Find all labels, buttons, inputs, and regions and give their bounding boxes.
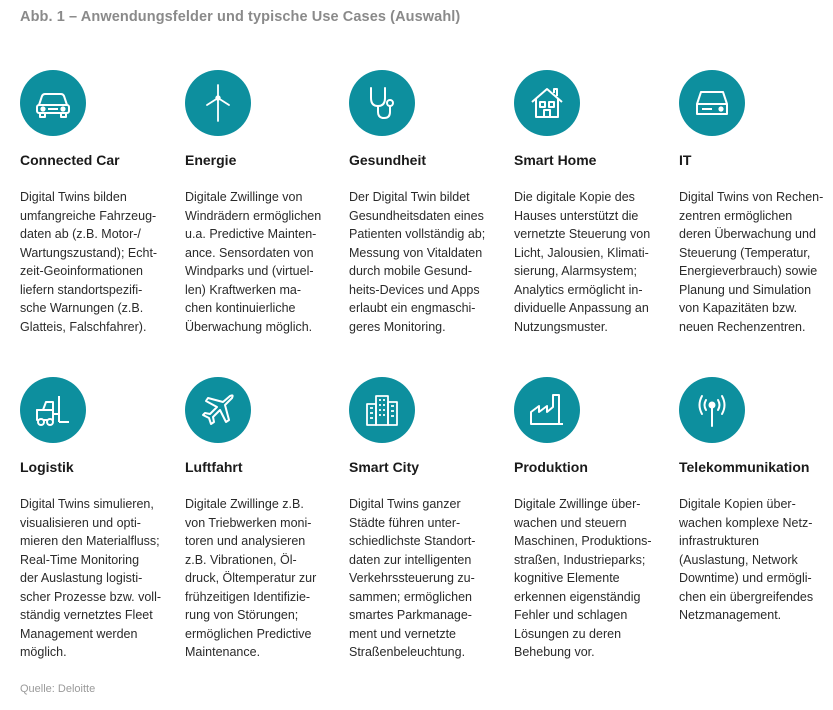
use-case-heading: Connected Car	[20, 152, 120, 168]
forklift-icon	[20, 377, 86, 443]
source-note: Quelle: Deloitte	[20, 683, 96, 695]
use-case-logistik	[20, 377, 170, 659]
use-case-heading: Luftfahrt	[185, 459, 243, 475]
use-case-heading: Energie	[185, 152, 237, 168]
use-case-description: Digitale Zwillinge über- wachen und steuern Maschinen, Produktions- straßen, Industrieparks; kognitive Elemente erkennen eigenständig Fehler und schlagen Lösungen zu deren Behebung vor.	[514, 497, 652, 659]
use-case-heading: Smart Home	[514, 152, 597, 168]
airplane-icon	[185, 377, 251, 443]
figure-title: Abb. 1 – Anwendungsfelder und typische Use Cases (Auswahl)	[20, 9, 461, 25]
use-case-description: Digital Twins ganzer Städte führen unter- schiedlichste Standort- daten zur intelligenten Verkehrssteuerung zu- sammen; ermöglichen smartes Parkmanage- ment und vernetzte Straßenbeleuchtung.	[349, 497, 476, 659]
wind-turbine-icon	[185, 70, 251, 136]
use-case-connected-car	[20, 70, 170, 334]
use-case-description: Die digitale Kopie des Hauses unterstützt die vernetzte Steuerung von Licht, Jalousien, Klimati- sierung, Alarmsystem; Analytics ermöglicht in- dividuelle Anpassung an Nutzungsmuster.	[514, 190, 651, 334]
use-case-description: Digital Twins simulieren, visualisieren und opti- mieren den Materialfluss; Real-Time Monitoring der Auslastung logisti- scher Prozesse bzw. voll- ständig vernetztes Fleet Management werden möglich.	[20, 497, 162, 659]
use-case-description: Der Digital Twin bildet Gesundheitsdaten eines Patienten vollständig ab; Messung von Vitaldaten durch mobile Gesund- heits-Devices und Apps erlaubt ein engmaschi- geres Monitoring.	[349, 190, 486, 334]
use-case-produktion	[514, 377, 664, 659]
antenna-icon	[679, 377, 745, 443]
use-case-description: Digitale Kopien über- wachen komplexe Netz- infrastrukturen (Auslastung, Network Downtime) und ermögli- chen ein übergreifendes Netzmanagement.	[679, 497, 814, 622]
use-case-smart-city	[349, 377, 499, 659]
factory-icon	[514, 377, 580, 443]
use-case-gesundheit	[349, 70, 499, 334]
server-drive-icon	[679, 70, 745, 136]
use-case-description: Digital Twins von Rechen- zentren ermöglichen deren Überwachung und Steuerung (Temperatur, Energieverbrauch) sowie Planung und Simulation von Kapazitäten bzw. neuen Rechenzentren.	[679, 190, 824, 334]
use-case-heading: Telekommunikation	[679, 459, 810, 475]
use-case-it	[679, 70, 829, 334]
use-case-heading: Produktion	[514, 459, 588, 475]
use-case-heading: IT	[679, 152, 692, 168]
car-icon	[20, 70, 86, 136]
use-case-heading: Gesundheit	[349, 152, 427, 168]
use-case-description: Digital Twins bilden umfangreiche Fahrzeug- daten ab (z.B. Motor-/ Wartungszustand); Echt- zeit-Geoinformationen liefern standortspezifi- sche Warnungen (z.B. Glatteis, Falschfahrer).	[20, 190, 158, 334]
house-icon	[514, 70, 580, 136]
use-case-heading: Smart City	[349, 459, 420, 475]
use-case-description: Digitale Zwillinge z.B. von Triebwerken moni- toren und analysieren z.B. Vibrationen, Öl- druck, Öltemperatur zur frühzeitigen Identifizie- rung von Störungen; ermöglichen Predictive Maintenance.	[185, 497, 317, 659]
use-case-heading: Logistik	[20, 459, 74, 475]
city-building-icon	[349, 377, 415, 443]
use-case-telekommunikation	[679, 377, 829, 622]
use-case-smart-home	[514, 70, 664, 334]
use-case-description: Digitale Zwillinge von Windrädern ermöglichen u.a. Predictive Mainten- ance. Sensordaten von Windparks und (virtuel- len) Kraftwerken ma- chen kontinuierliche Überwachung möglich.	[185, 190, 322, 334]
stethoscope-icon	[349, 70, 415, 136]
use-case-luftfahrt	[185, 377, 335, 659]
use-case-energie	[185, 70, 335, 334]
